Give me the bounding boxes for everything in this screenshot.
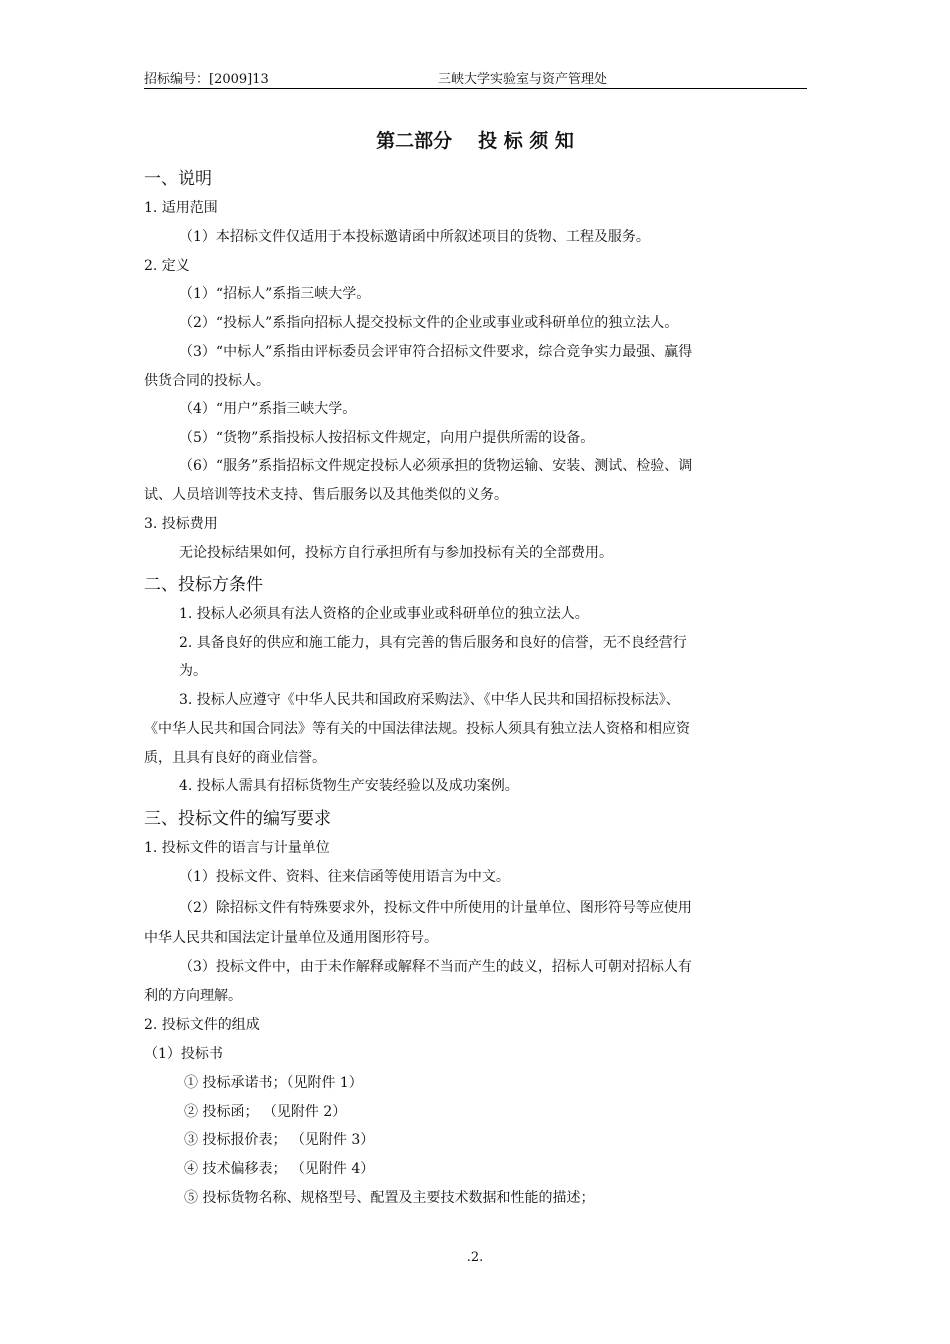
list-item: 1. 投标人必须具有法人资格的企业或事业或科研单位的独立法人。 — [179, 606, 589, 622]
subheading-fees: 3. 投标费用 — [144, 516, 218, 532]
header-organization: 三峡大学实验室与资产管理处 — [438, 72, 608, 87]
list-item-continuation: 为。 — [179, 663, 207, 679]
list-item: ④ 技术偏移表； （见附件 4） — [184, 1161, 375, 1177]
subheading-definitions: 2. 定义 — [144, 258, 190, 274]
paragraph: （6）“服务”系指招标文件规定投标人必须承担的货物运输、安装、测试、检验、调 — [179, 458, 693, 474]
paragraph: 无论投标结果如何，投标方自行承担所有与参加投标有关的全部费用。 — [179, 545, 613, 561]
paragraph: （5）“货物”系指投标人按招标文件规定，向用户提供所需的设备。 — [179, 430, 595, 446]
paragraph: （1）“招标人”系指三峡大学。 — [179, 286, 371, 302]
paragraph: （3）投标文件中，由于未作解释或解释不当而产生的歧义，招标人可朝对招标人有 — [179, 959, 692, 975]
list-item: ③ 投标报价表； （见附件 3） — [184, 1132, 375, 1148]
list-item: ① 投标承诺书；（见附件 1） — [184, 1075, 363, 1091]
subheading-scope: 1. 适用范围 — [144, 200, 218, 216]
section-part: 第二部分 — [376, 130, 453, 152]
paragraph-continuation: 供货合同的投标人。 — [144, 373, 270, 389]
heading-explanation: 一、说明 — [144, 169, 212, 189]
paragraph-continuation: 《中华人民共和国合同法》等有关的中国法律法规。投标人须具有独立法人资格和相应资 — [144, 721, 690, 737]
paragraph: （1）投标文件、资料、往来信函等使用语言为中文。 — [179, 869, 510, 885]
list-item: 2. 具备良好的供应和施工能力，具有完善的售后服务和良好的信誉，无不良经营行 — [179, 635, 687, 651]
paragraph-continuation: 质，且具有良好的商业信誉。 — [144, 750, 326, 766]
paragraph: （2）除招标文件有特殊要求外，投标文件中所使用的计量单位、图形符号等应使用 — [179, 900, 692, 916]
subheading-composition: 2. 投标文件的组成 — [144, 1017, 260, 1033]
bid-number: 招标编号：[2009]13 — [144, 72, 269, 87]
heading-writing-requirements: 三、投标文件的编写要求 — [144, 809, 331, 829]
paragraph: （3）“中标人”系指由评标委员会评审符合招标文件要求，综合竞争实力最强、赢得 — [179, 344, 693, 360]
list-item: 3. 投标人应遵守《中华人民共和国政府采购法》、《中华人民共和国招标投标法》、 — [179, 692, 680, 708]
heading-bidder-conditions: 二、投标方条件 — [144, 575, 263, 595]
section-name: 投 标 须 知 — [478, 130, 574, 152]
paragraph-continuation: 利的方向理解。 — [144, 988, 242, 1004]
subheading-bid-book: （1）投标书 — [144, 1046, 223, 1062]
list-item: 4. 投标人需具有招标货物生产安装经验以及成功案例。 — [179, 778, 519, 794]
page-header — [144, 66, 807, 89]
section-title — [0, 126, 950, 153]
list-item: ⑤ 投标货物名称、规格型号、配置及主要技术数据和性能的描述； — [184, 1190, 595, 1206]
paragraph-continuation: 中华人民共和国法定计量单位及通用图形符号。 — [144, 930, 438, 946]
paragraph: （2）“投标人”系指向招标人提交投标文件的企业或事业或科研单位的独立法人。 — [179, 315, 679, 331]
list-item: ② 投标函； （见附件 2） — [184, 1104, 347, 1120]
paragraph: （4）“用户”系指三峡大学。 — [179, 401, 357, 417]
paragraph-continuation: 试、人员培训等技术支持、售后服务以及其他类似的义务。 — [144, 487, 508, 503]
subheading-language-units: 1. 投标文件的语言与计量单位 — [144, 840, 330, 856]
page-number: .2. — [466, 1250, 484, 1265]
paragraph: （1）本招标文件仅适用于本投标邀请函中所叙述项目的货物、工程及服务。 — [179, 229, 650, 245]
